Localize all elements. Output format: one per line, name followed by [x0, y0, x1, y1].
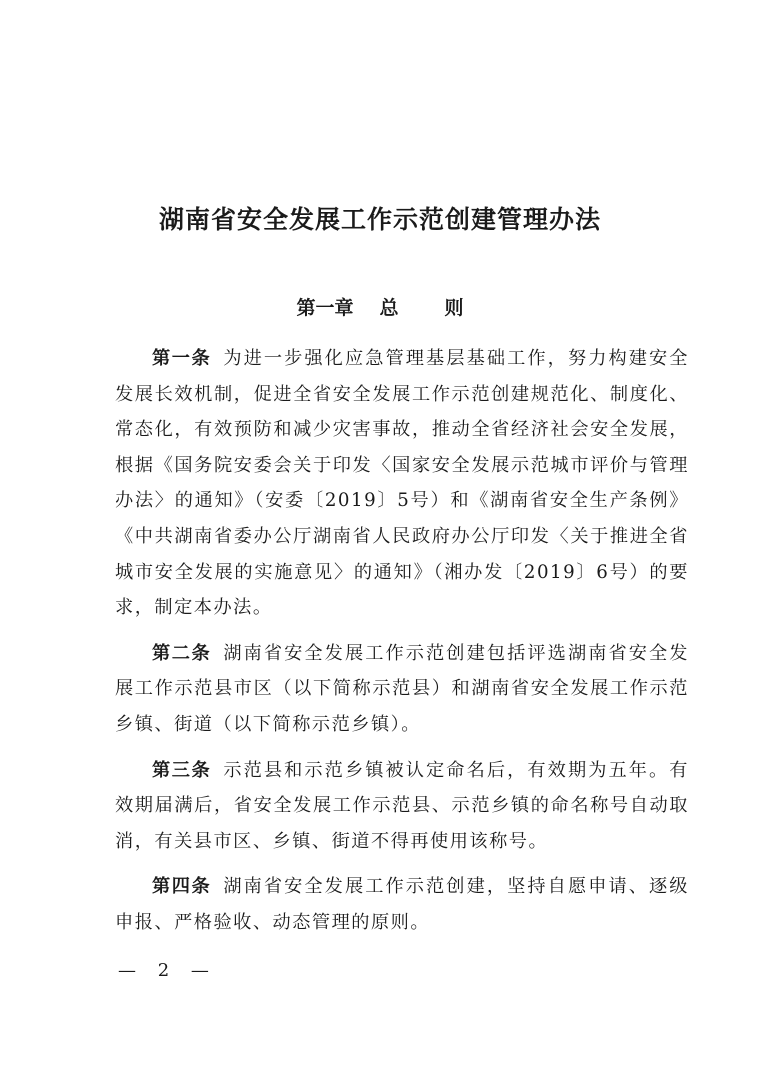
- article-text: 为进一步强化应急管理基层基础工作，努力构建安全发展长效机制，促进全省安全发展工作示范创建规范化、制度化、常态化，有效预防和减少灾害事故，推动全省经济社会安全发展，根据《国务院安委会关于印发〈国家安全发展示范城市评价与管理办法〉的通知》（安委〔2019〕5号）和《湖南省安全生产条例》《中共湖南省委办公厅湖南省人民政府办公厅印发〈关于推进全省城市安全发展的实施意见〉的通知》（湘办发〔2019〕6号）的要求，制定本办法。: [115, 348, 689, 619]
- article-text: 湖南省安全发展工作示范创建包括评选湖南省安全发展工作示范县市区（以下简称示范县）和湖南省安全发展工作示范乡镇、街道（以下简称示范乡镇）。: [115, 642, 689, 735]
- document-title: 湖南省安全发展工作示范创建管理办法: [158, 205, 601, 234]
- article-label: 第三条: [152, 759, 212, 781]
- chapter-heading: [0, 293, 760, 320]
- page-number: — 2 —: [118, 960, 217, 981]
- article-label: 第二条: [152, 642, 212, 664]
- article-label: 第四条: [152, 876, 212, 898]
- article-4: [115, 869, 689, 940]
- chapter-number: 第一章: [296, 297, 354, 319]
- document-body: [115, 341, 689, 951]
- article-label: 第一条: [152, 348, 212, 369]
- article-3: [115, 753, 689, 860]
- chapter-name-part2: 则: [444, 297, 464, 319]
- chapter-name-part1: 总: [379, 297, 399, 319]
- article-text: 湖南省安全发展工作示范创建，坚持自愿申请、逐级申报、严格验收、动态管理的原则。: [115, 876, 689, 933]
- article-1: [115, 341, 689, 626]
- article-2: [115, 636, 689, 743]
- article-text: 示范县和示范乡镇被认定命名后，有效期为五年。有效期届满后，省安全发展工作示范县、示范乡镇的命名称号自动取消，有关县市区、乡镇、街道不得再使用该称号。: [115, 759, 689, 852]
